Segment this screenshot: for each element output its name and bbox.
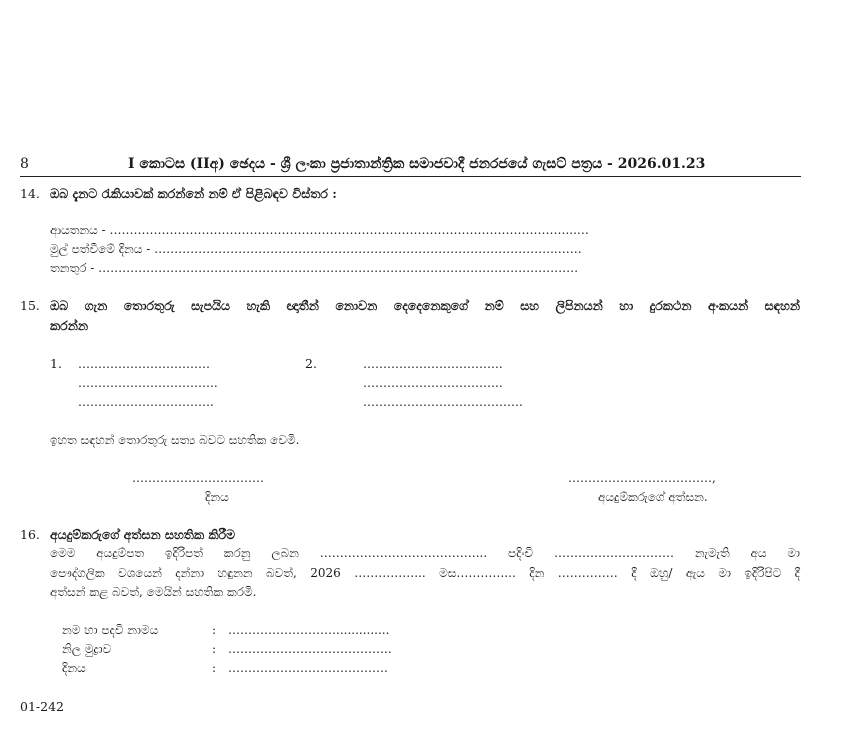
section-16-number: 16. [20, 527, 40, 542]
referee-2-line-2: …………………………….. [363, 376, 503, 390]
section-16-title: අයදුම්කරුගේ අත්සන සහතික කිරීම [50, 527, 236, 542]
referee-1-line-1: …………………………… [78, 357, 210, 371]
referee-2-number: 2. [305, 356, 317, 371]
section-15-number: 15. [20, 298, 40, 313]
official-seal-label: නිල මුද්‍රාව [62, 642, 112, 656]
page-number: 8 [20, 156, 29, 172]
date-label: දිනය [205, 490, 229, 504]
designation-field: තනතුර - ………………………………………………………………………………………………………… [50, 261, 579, 275]
official-seal-field: ………………………………….. [228, 642, 392, 656]
name-designation-field: ……………………….............. [228, 623, 390, 637]
attestation-date-colon: : [212, 661, 217, 675]
date-signature-line: …………………………… [132, 471, 264, 485]
attestation-line-2: පෞද්ගලික වශයෙන් දන්නා හඳුනන බවත්, 2026 ……………... මස…………... දින …………… දී ඔහු/ ඇය මා ඉදිරිපිට දී [50, 566, 800, 580]
referee-2-line-1: …………………………….. [363, 357, 503, 371]
certification-statement: ඉහත සඳහන් තොරතුරු සත්‍ය බවට සහතික වෙමි. [50, 433, 300, 447]
name-designation-label: නම හා පදවි නාමය [62, 623, 159, 637]
attestation-line-3: අත්සන් කළ බවත්, මෙයින් සහතික කරමි. [50, 585, 257, 599]
referee-2-line-3: …………………………………. [363, 395, 523, 409]
attestation-date-field: …………………………………. [228, 661, 388, 675]
section-14-number: 14. [20, 186, 40, 201]
applicant-signature-label: අයදුම්කරුගේ අත්සන. [598, 490, 708, 504]
section-14-title: ඔබ දැනට රැකියාවක් කරන්නේ නම් ඒ පිළිබඳව විස්තර : [50, 186, 337, 201]
section-15-title-line2: කරන්න [50, 318, 89, 333]
referee-1-number: 1. [50, 356, 62, 371]
section-15-title-line1: ඔබ ගැන තොරතුරු සැපයිය හැකි ඥාතීන් නොවන දෙදෙනෙකුගේ නම් සහ ලිපිනයන් හා දුරකථන අංකයන් සඳහන් [50, 298, 800, 313]
header-rule [20, 176, 801, 177]
institution-field: ආයතනය - ……………………………………………………………………………………………………...… [50, 223, 589, 237]
name-designation-colon: : [212, 623, 217, 637]
first-appointment-date-field: මුල් පත්වීමේ දිනය - ………………………………………………………………………………………..…… [50, 242, 582, 256]
footer-code: 01-242 [20, 699, 64, 714]
applicant-signature-line: ………………………………, [568, 471, 716, 485]
referee-1-line-3: ……………………………. [78, 395, 214, 409]
attestation-line-1: මෙම අයදුම්පත ඉදිරිපත් කරනු ලබන …………………………………... පදිංචි ………………………… නැමැති අය මා [50, 546, 800, 560]
gazette-header-title: I කොටස (IIඅ) ඡෙදය - ශ්‍රී ලංකා ප්‍රජාතාන්ත්‍රික සමාජවාදී ජනරජයේ ගැසට් පත්‍රය - 2026.01.23 [128, 156, 706, 172]
attestation-date-label: දිනය [62, 661, 86, 675]
referee-1-line-2: …………………………….. [78, 376, 218, 390]
official-seal-colon: : [212, 642, 217, 656]
